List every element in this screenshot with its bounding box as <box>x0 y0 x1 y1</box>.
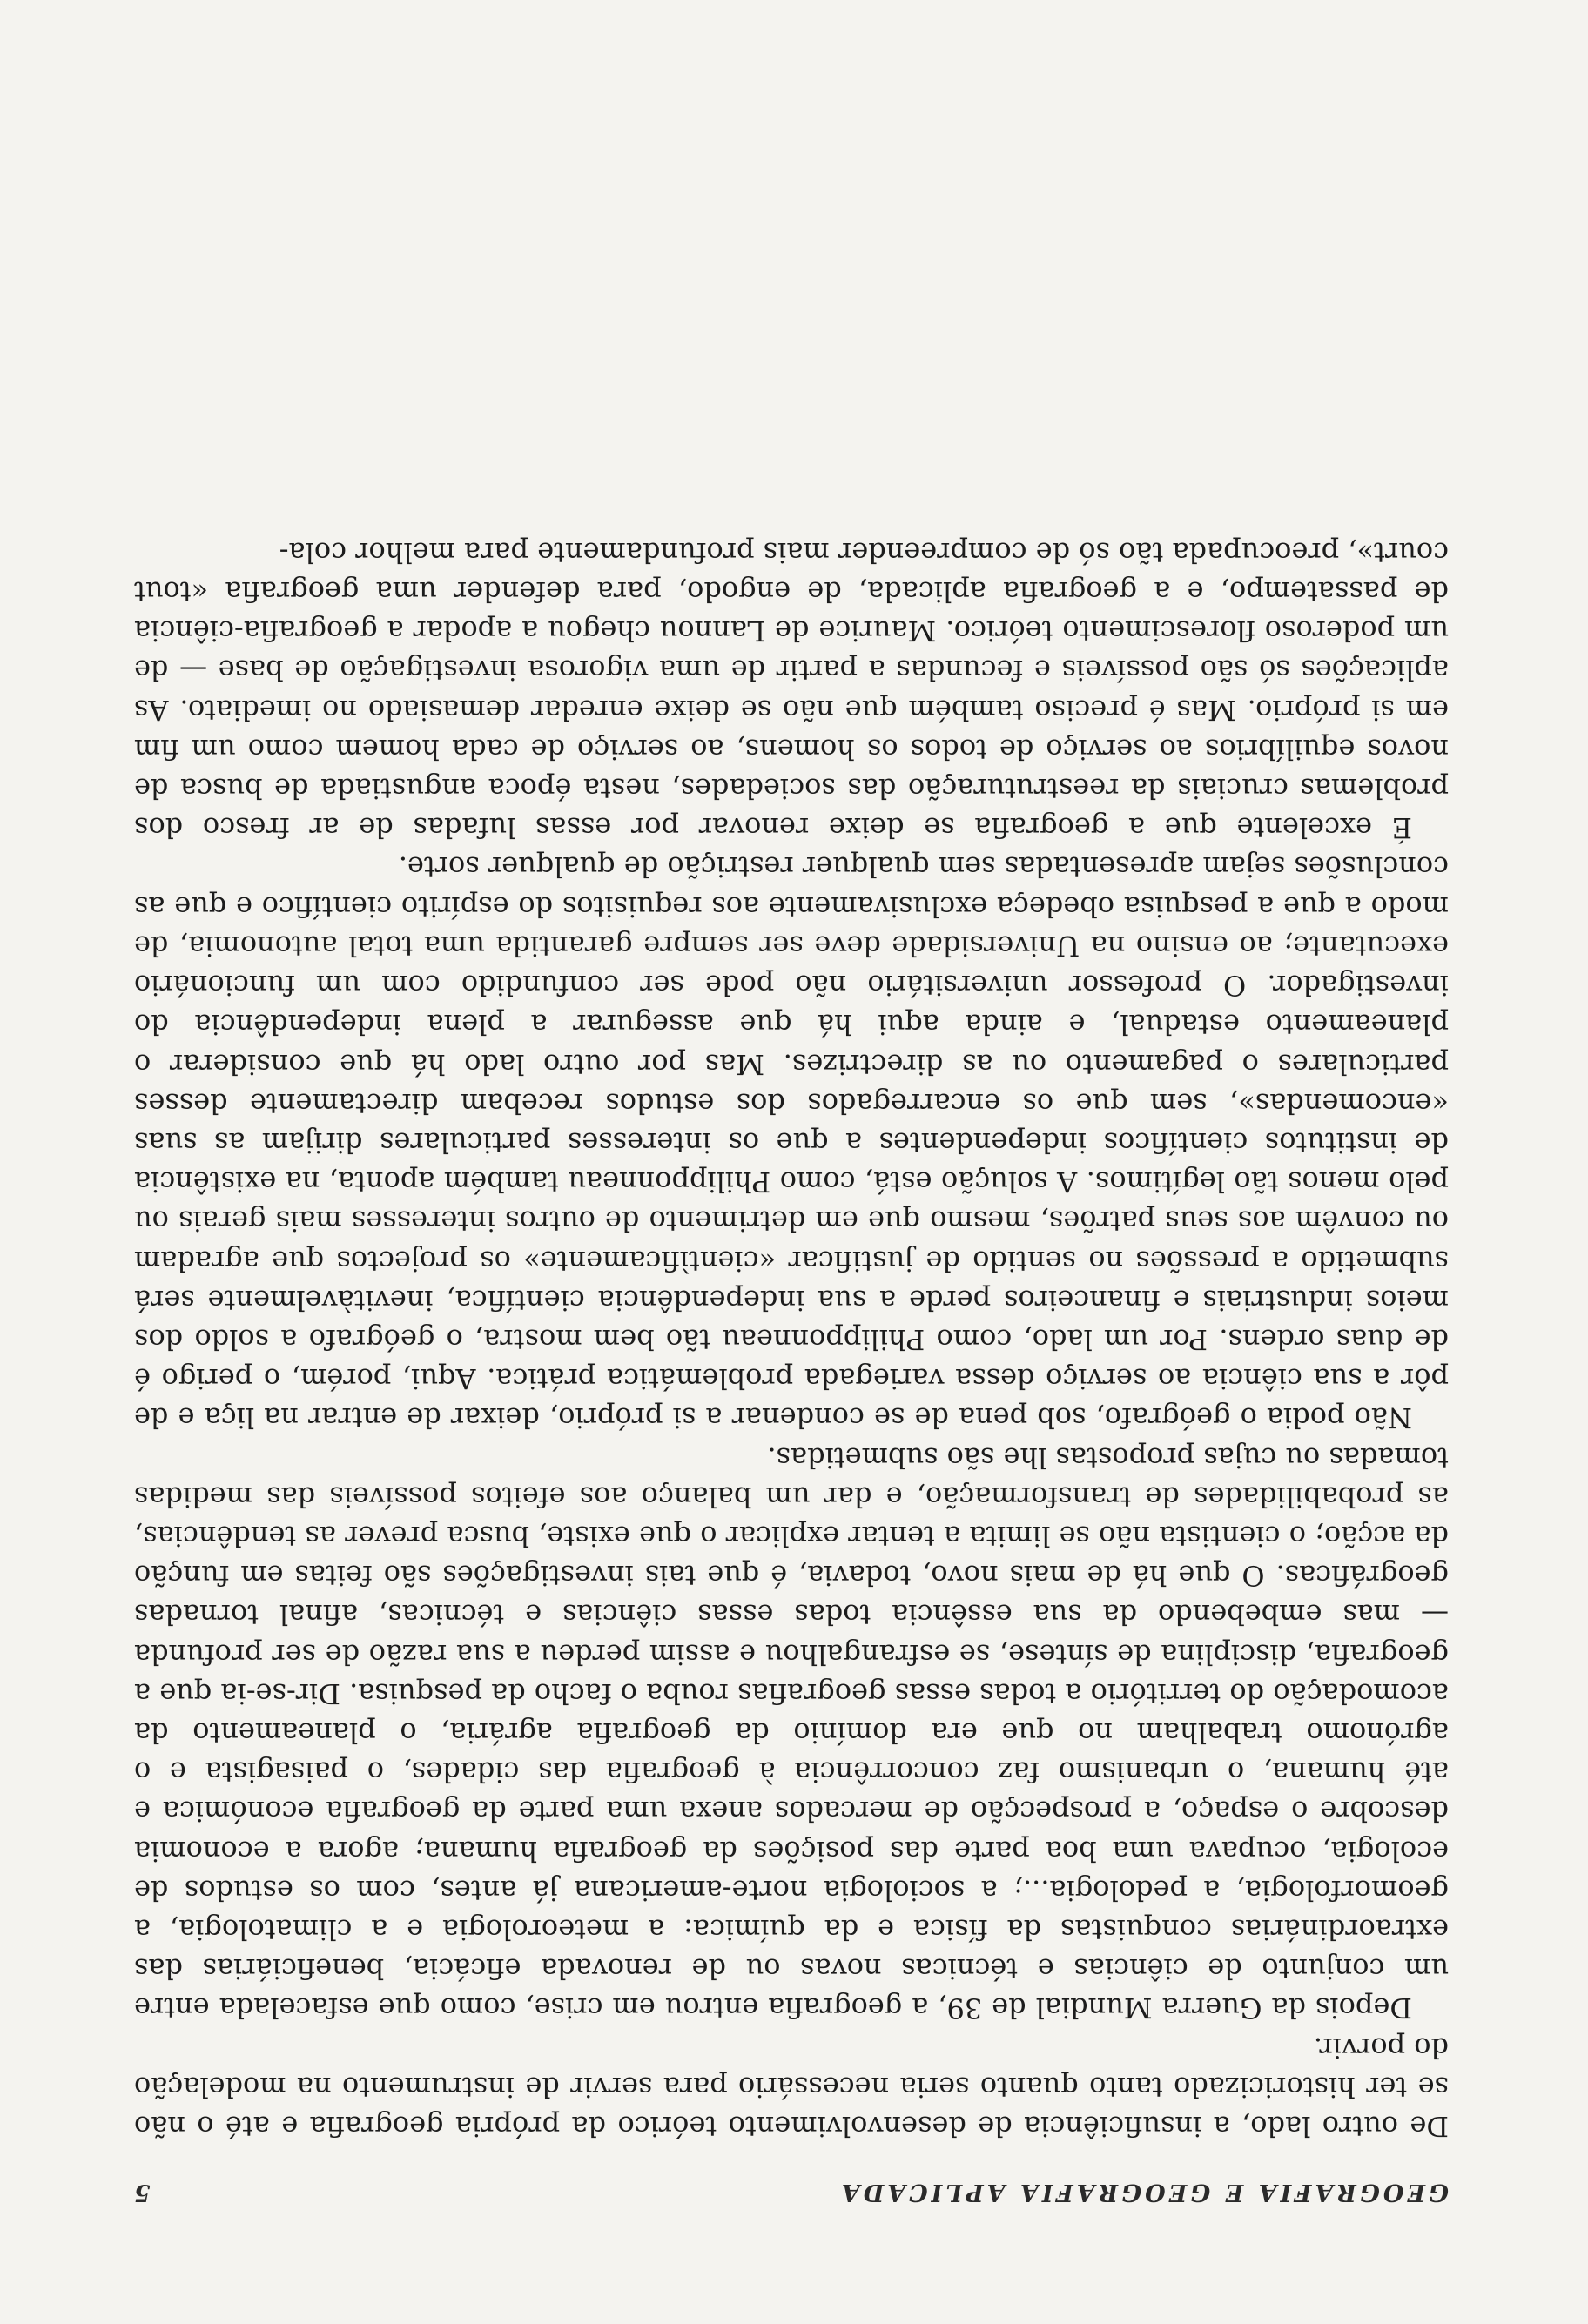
page-number: 5 <box>134 2179 151 2206</box>
body-text <box>134 533 1449 2146</box>
paragraph-4: É excelente que a geografia se deixe renovar por essas lufadas de ar fresco dos problemas cruciais da reestruturação das sociedades, nesta época angustiada de busca de novos equilíbrios ao serviço de todos os homens, ao serviço de cada homem como um fim em si próprio. Mas é preciso também que não se deixe enredar demasiado no imediato. As aplicações só são possíveis e fecundas a partir de uma vigorosa investigação de base — de um poderoso florescimento teórico. Maurice de Lannou chegou a apodar a geografia-ciência de passatempo, e a geografia aplicada, de engodo, para defender uma geografia «tout court», preocupada tão só de compreender mais profundamente para melhor cola- <box>134 535 1449 845</box>
running-title: GEOGRAFIA E GEOGRAFIA APLICADA <box>838 2179 1449 2206</box>
paragraph-3: Não podia o geógrafo, sob pena de se condenar a si próprio, deixar de entrar na liça e de pôr a sua ciência ao serviço dessa variegada problemática prática. Aqui, porém, o perigo é de duas ordens. Por um lado, como Philipponneau tão bem mostra, o geógrafo a soldo dos meios industriais e financeiros perde a sua independência científica, inevitàvelmente será submetido a pressões no sentido de justificar «cientìficamente» os projectos que agradam ou convêm aos seus patrões, mesmo que em detrimento de outros interesses mais gerais ou pelo menos tão legítimos. A solução está, como Philipponneau também aponta, na existência de institutos científicos independentes a que os interesses particulares dirijam as suas «encomendas», sem que os encarregados dos estudos recebam directamente desses particulares o pagamento ou as directrizes. Mas por outro lado há que considerar o planeamento estadual, e ainda aqui há que assegurar a plena independência do investigador. O professor universitário não pode ser confundido com um funcionário executante; ao ensino na Universidade deve ser sempre garantida uma total autonomia, de modo a que a pesquisa obedeça exclusivamente aos requisitos do espírito científico e que as conclusões sejam apresentadas sem qualquer restrição de qualquer sorte. <box>134 850 1449 1435</box>
paragraph-2: Depois da Guerra Mundial de 39, a geografia entrou em crise, como que esfacelada entre um conjunto de ciências e técnicas novas ou de renovada eficácia, beneficiárias das extraordinárias conquistas da física e da química: a meteorologia e a climatologia, a geomorfologia, a pedologia...; a sociologia norte-americana já antes, com os estudos de ecologia, ocupava uma boa parte das posições da geografia humana; agora a economia descobre o espaço, a prospecção de mercados anexa uma parte da geografia económica e até humana, o urbanismo faz concorrência à geografia das cidades, o paisagista e o agrónomo trabalham no que era domínio da geografia agrária, o planeamento da acomodação do território a todas essas geografias rouba o facho da pesquisa. Dir-se-ia que a geografia, disciplina de síntese, se esfrangalhou e assim perdeu a sua razão de ser profunda — mas embebendo da sua essência todas essas ciências e técnicas, afinal tornadas geográficas. O que há de mais novo, todavia, é que tais investigações são feitas em função da acção; o cientista não se limita a tentar explicar o que existe, busca prever as tendências, as probabilidades de transformação, e dar um balanço aos efeitos possíveis das medidas tomadas ou cujas propostas lhe são submetidas. <box>134 1441 1449 2025</box>
running-header <box>134 2179 1449 2206</box>
paragraph-1: De outro lado, a insuficiência de desenvolvimento teórico da própria geografia e até o não se ter historicizado tanto quanto seria necessário para servir de instrumento na modelação do porvir. <box>134 2031 1449 2143</box>
